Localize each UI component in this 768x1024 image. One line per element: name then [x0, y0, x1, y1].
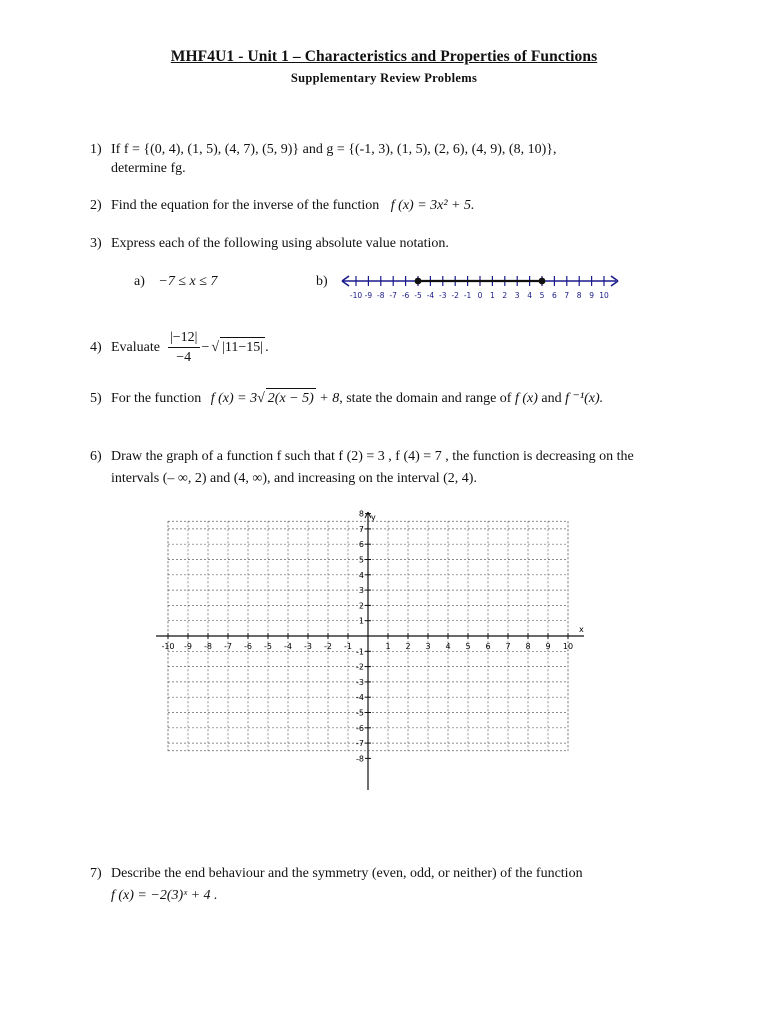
document-title: MHF4U1 - Unit 1 – Characteristics and Properties of Functions — [170, 48, 598, 65]
x-axis-tick-label: 7 — [505, 642, 511, 651]
x-axis-tick-label: -10 — [161, 642, 175, 651]
x-axis-tick-label: 9 — [545, 642, 551, 651]
question-number: 1) — [90, 142, 102, 157]
x-axis-tick-label: 3 — [425, 642, 431, 651]
x-axis-tick-label: -7 — [224, 642, 232, 651]
x-axis-tick-label: -5 — [264, 642, 272, 651]
plus-eight: + 8 — [319, 391, 340, 406]
part-a-label: a) — [134, 274, 145, 289]
question-number: 6) — [90, 449, 102, 464]
question-3 — [90, 234, 449, 253]
number-line-tick-label: -8 — [377, 291, 385, 300]
x-axis-tick-label: -1 — [344, 642, 352, 651]
number-line-tick-label: -4 — [426, 291, 435, 300]
question-6 — [90, 446, 634, 490]
f-of-x: f (x) — [514, 391, 538, 406]
y-axis-label: y — [371, 513, 376, 522]
x-axis-tick-label: 2 — [405, 642, 411, 651]
x-axis-tick-label: -8 — [204, 642, 212, 651]
number-line-tick-label: 6 — [552, 291, 557, 300]
question-3a — [134, 272, 217, 291]
document-subtitle: Supplementary Review Problems — [290, 71, 478, 85]
x-axis-tick-label: 4 — [445, 642, 451, 651]
question-5-text-2: , state the domain and range of — [339, 391, 512, 406]
x-axis-tick-label: -9 — [184, 642, 192, 651]
x-axis-label: x — [579, 625, 584, 634]
y-axis-tick-label: 5 — [358, 555, 364, 565]
y-axis-tick-label: -3 — [356, 677, 364, 687]
y-axis-tick-label: 2 — [358, 601, 364, 611]
question-number: 2) — [90, 198, 102, 213]
radical-sign: √ — [257, 391, 265, 406]
number-line-tick-label: 3 — [514, 291, 520, 300]
number-line-tick-label: -9 — [364, 291, 373, 300]
question-1 — [90, 140, 556, 178]
number-line-tick-label: -1 — [463, 291, 472, 300]
radical-sign: √ — [211, 339, 220, 355]
x-axis-tick-label: 6 — [485, 642, 491, 651]
question-7-text: Describe the end behaviour and the symmetry (even, odd, or neither) of the function — [111, 866, 583, 881]
minus-sign: − — [201, 339, 210, 355]
question-2-text: Find the equation for the inverse of the function — [111, 198, 380, 213]
period: . — [265, 339, 269, 355]
question-5-text: For the function — [111, 391, 202, 406]
and-word: and — [541, 391, 562, 406]
number-line — [338, 270, 623, 302]
number-line-tick-label: 0 — [477, 291, 483, 300]
y-axis-tick-label: 8 — [358, 510, 364, 519]
number-line-tick-label: 4 — [527, 291, 532, 300]
question-2 — [90, 196, 475, 215]
part-a-math: −7 ≤ x ≤ 7 — [158, 274, 218, 289]
y-axis-tick-label: -6 — [356, 723, 364, 733]
number-line-tick-label: -10 — [349, 291, 363, 300]
radicand: 2(x − 5) — [266, 388, 316, 408]
question-7 — [90, 863, 583, 907]
number-line-tick-label: 1 — [490, 291, 495, 300]
y-axis-tick-label: 7 — [358, 524, 364, 534]
question-5 — [90, 388, 603, 408]
question-1-text-cont: determine fg. — [111, 161, 186, 176]
number-line-tick-label: -7 — [389, 291, 397, 300]
number-line-tick-label: 2 — [502, 291, 508, 300]
number-line-tick-label: 7 — [564, 291, 570, 300]
number-line-tick-label: 9 — [589, 291, 594, 300]
y-axis-tick-label: -2 — [356, 662, 364, 672]
question-number: 3) — [90, 236, 102, 251]
number-line-tick-label: 10 — [599, 291, 609, 300]
y-axis-tick-label: -4 — [356, 693, 364, 703]
question-1-text: If f = {(0, 4), (1, 5), (4, 7), (5, 9)} and g = {(-1, 3), (1, 5), (2, 6), (4, 9), (8, 10)}, — [111, 142, 557, 157]
question-number: 4) — [90, 339, 102, 355]
x-axis-tick-label: 5 — [465, 642, 471, 651]
x-axis-tick-label: 8 — [525, 642, 531, 651]
y-axis-tick-label: 1 — [358, 616, 364, 626]
question-3-text: Express each of the following using absolute value notation. — [111, 236, 449, 251]
radicand: |11−15| — [220, 337, 265, 357]
question-2-math: f (x) = 3x² + 5. — [390, 198, 475, 213]
number-line-tick-label: -3 — [439, 291, 447, 300]
x-axis-tick-label: 1 — [385, 642, 391, 651]
number-line-tick-label: 8 — [576, 291, 582, 300]
y-axis-tick-label: -7 — [356, 739, 364, 749]
inverse-f: f ⁻¹(x). — [565, 391, 604, 406]
y-axis-tick-label: 4 — [358, 570, 364, 580]
question-4 — [90, 325, 269, 369]
number-line-tick-label: -5 — [414, 291, 422, 300]
x-axis-tick-label: -3 — [304, 642, 312, 651]
x-axis-tick-label: -4 — [284, 642, 292, 651]
y-axis-tick-label: 3 — [358, 586, 364, 596]
question-number: 5) — [90, 391, 102, 406]
x-axis-tick-label: -6 — [244, 642, 252, 651]
x-axis-tick-label: 10 — [562, 642, 574, 651]
function-f: f (x) = 3 — [210, 391, 258, 406]
question-6-text: Draw the graph of a function f such that f (2) = 3 , f (4) = 7 , the function is decreasing on the — [111, 449, 634, 464]
question-7-math: f (x) = −2(3)ˣ + 4 . — [111, 888, 218, 903]
y-axis-tick-label: -8 — [356, 754, 364, 764]
question-4-text: Evaluate — [111, 339, 160, 355]
y-axis-tick-label: 6 — [358, 540, 364, 550]
number-line-tick-label: 5 — [539, 291, 545, 300]
fraction-denominator: −4 — [176, 349, 192, 365]
fraction-numerator: |−12| — [168, 328, 200, 348]
x-axis-tick-label: -2 — [324, 642, 332, 651]
question-number: 7) — [90, 866, 102, 881]
coordinate-grid — [156, 510, 588, 792]
number-line-tick-label: -2 — [451, 291, 459, 300]
y-axis-tick-label: -1 — [356, 647, 364, 657]
y-axis-tick-label: -5 — [356, 708, 364, 718]
part-b-label: b) — [316, 274, 328, 289]
fraction — [168, 328, 200, 367]
question-6-text-cont: intervals (– ∞, 2) and (4, ∞), and increasing on the interval (2, 4). — [111, 471, 477, 486]
number-line-tick-label: -6 — [401, 291, 410, 300]
